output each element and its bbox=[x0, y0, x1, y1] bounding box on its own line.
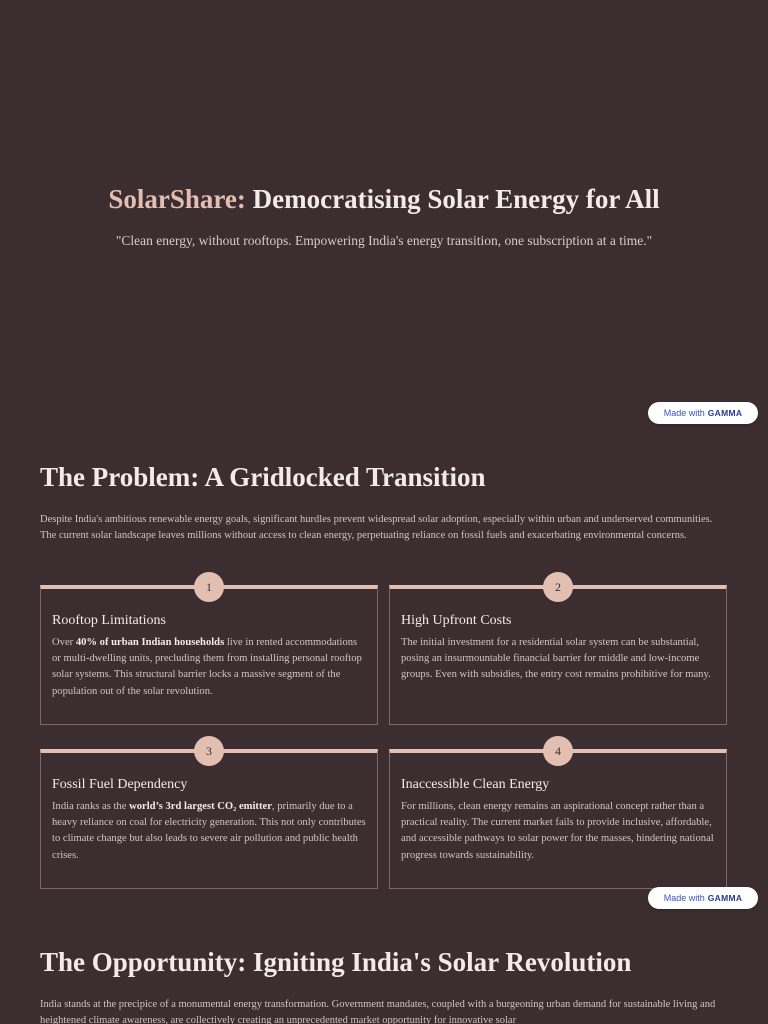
hero-title bbox=[0, 181, 768, 217]
gamma-logo: GAMMA bbox=[707, 408, 743, 418]
problem-intro: Despite India's ambitious renewable energy goals, significant hurdles prevent widespread solar adoption, especially within urban and underserved communities. The current solar landscape leaves millions without access to clean energy, perpetuating reliance on fossil fuels and exacerbating environmental concerns. bbox=[40, 514, 713, 541]
card-number-badge: 3 bbox=[194, 736, 224, 766]
problem-card-clean-energy bbox=[389, 743, 727, 889]
opportunity-intro: India stands at the precipice of a monumental energy transformation. Government mandates, coupled with a burgeoning urban demand for sustainable living and heightened climate awareness, are collectively creating an unprecedented market opportunity for innovative solar bbox=[40, 999, 716, 1024]
card-text-highlight: 40% of urban Indian households bbox=[75, 637, 225, 648]
card-number-badge: 1 bbox=[194, 572, 224, 602]
hero-title-accent: SolarShare: bbox=[108, 184, 246, 214]
opportunity-section-title: The Opportunity: Igniting India's Solar Revolution bbox=[40, 947, 632, 977]
card-text: India ranks as the world’s 3rd largest CO₂ emitter, primarily due to a heavy reliance on coal for electricity generation. This not only contributes to climate change but also leads to severe air pollution and public health crises. bbox=[52, 801, 366, 861]
problem-card-rooftop bbox=[40, 579, 378, 725]
card-number-badge: 4 bbox=[543, 736, 573, 766]
card-title: Inaccessible Clean Energy bbox=[401, 777, 550, 792]
made-with-gamma-badge[interactable] bbox=[648, 887, 758, 909]
card-text-highlight: world’s 3rd largest CO₂ emitter bbox=[129, 801, 272, 812]
gamma-logo: GAMMA bbox=[707, 893, 743, 903]
card-number-badge: 2 bbox=[543, 572, 573, 602]
badge-made-with-label: Made with bbox=[663, 893, 705, 903]
problem-card-fossil-fuel bbox=[40, 743, 378, 889]
badge-made-with-label: Made with bbox=[663, 408, 705, 418]
card-text: The initial investment for a residential solar system can be substantial, posing an insurmountable financial barrier for middle and low-income groups. Even with subsidies, the entry cost remains prohibitive for many. bbox=[401, 637, 711, 681]
card-text: For millions, clean energy remains an aspirational concept rather than a practical reality. The current market fails to provide inclusive, affordable, and accessible pathways to solar power for the masses, hindering national progress towards sustainability. bbox=[401, 801, 714, 861]
made-with-gamma-badge[interactable] bbox=[648, 402, 758, 424]
card-text: Over 40% of urban Indian households live in rented accommodations or multi-dwelling units, precluding them from installing personal rooftop solar systems. This structural barrier locks a massive segment of the population out of the solar revolution. bbox=[52, 637, 362, 697]
hero-title-rest: Democratising Solar Energy for All bbox=[245, 184, 660, 214]
problem-card-upfront-costs bbox=[389, 579, 727, 725]
problem-section-title: The Problem: A Gridlocked Transition bbox=[40, 462, 486, 492]
card-title: Rooftop Limitations bbox=[52, 613, 166, 628]
card-title: High Upfront Costs bbox=[401, 613, 512, 628]
hero-tagline: "Clean energy, without rooftops. Empowering India's energy transition, one subscription at a time." bbox=[115, 233, 653, 248]
card-title: Fossil Fuel Dependency bbox=[52, 777, 188, 792]
